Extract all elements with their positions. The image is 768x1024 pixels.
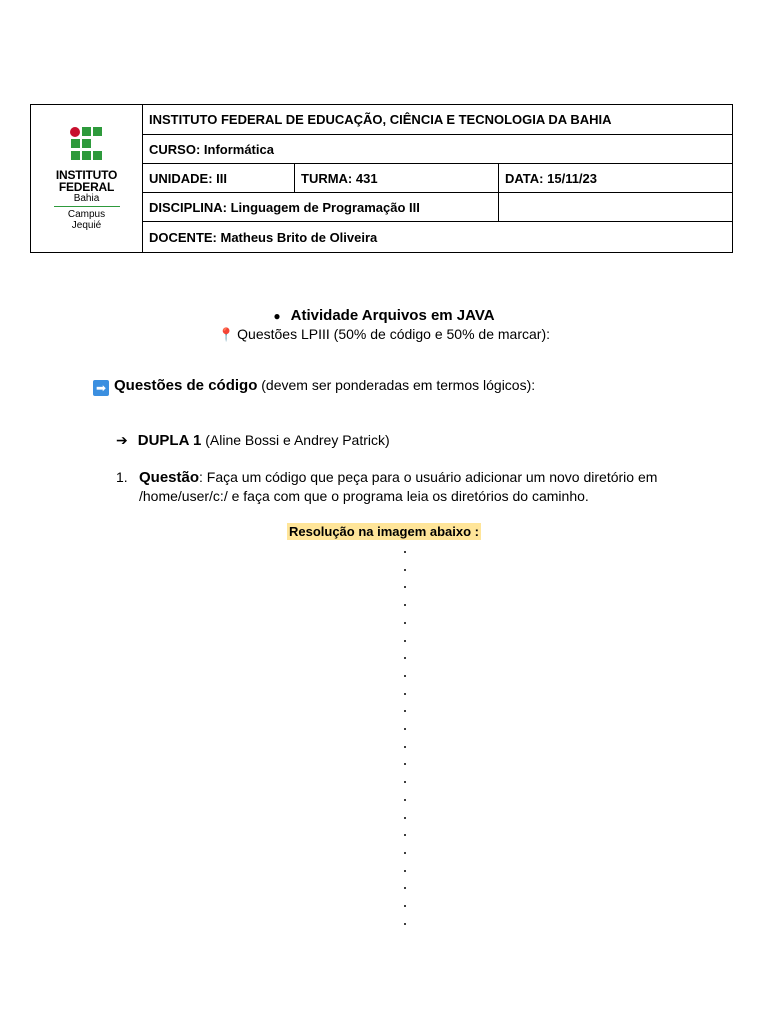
question-item	[116, 468, 676, 506]
dot	[404, 675, 406, 677]
header-table	[30, 104, 733, 253]
dot	[404, 781, 406, 783]
dot	[404, 710, 406, 712]
dot	[404, 569, 406, 571]
logo-line-5: Jequié	[71, 219, 102, 231]
dot	[404, 728, 406, 730]
question-label: Questão	[139, 469, 200, 486]
dot	[404, 746, 406, 748]
data-field: DATA: 15/11/23	[499, 164, 733, 193]
turma-field: TURMA: 431	[295, 164, 499, 193]
dupla-label: DUPLA 1	[137, 432, 202, 449]
logo-line-2: FEDERAL	[58, 179, 115, 194]
activity-title	[0, 307, 768, 324]
dot	[404, 799, 406, 801]
dot	[404, 693, 406, 695]
dupla-heading	[116, 432, 390, 449]
section-heading-rest: (devem ser ponderadas em termos lógicos):	[261, 377, 536, 393]
dot	[404, 551, 406, 553]
dot	[404, 870, 406, 872]
dot	[404, 640, 406, 642]
bullet-icon: ●	[273, 309, 281, 323]
dot	[404, 852, 406, 854]
dot	[404, 657, 406, 659]
resolution-highlight: Resolução na imagem abaixo :	[288, 524, 479, 539]
section-heading-bold: Questões de código	[114, 377, 258, 394]
unidade-field: UNIDADE: III	[143, 164, 295, 193]
dot	[404, 817, 406, 819]
question-number: 1.	[116, 469, 128, 485]
logo-line-3: Bahia	[73, 192, 100, 204]
question-body: : Faça um código que peça para o usuário adicionar um novo diretório em /home/user/c:/ e faça com que o programa leia os diretórios do caminho.	[139, 469, 658, 504]
logo-line-4: Campus	[67, 208, 106, 220]
question-text	[139, 468, 676, 506]
arrow-icon: ➔	[116, 432, 128, 448]
dot	[404, 622, 406, 624]
dot	[404, 604, 406, 606]
logo-cell	[31, 105, 143, 253]
curso-field: CURSO: Informática	[143, 135, 733, 164]
right-arrow-icon: ➡	[93, 380, 109, 396]
dot	[404, 834, 406, 836]
dot	[404, 905, 406, 907]
dot	[404, 586, 406, 588]
dot	[404, 763, 406, 765]
logo-line-1: INSTITUTO	[55, 167, 118, 182]
activity-title-text: Atividade Arquivos em JAVA	[290, 307, 495, 324]
activity-subtitle-text: Questões LPIII (50% de código e 50% de marcar):	[237, 326, 551, 342]
activity-subtitle	[0, 326, 768, 343]
dot	[404, 923, 406, 925]
disciplina-field: DISCIPLINA: Linguagem de Programação III	[143, 193, 499, 222]
if-logo-icon	[70, 127, 104, 163]
institution-name: INSTITUTO FEDERAL DE EDUCAÇÃO, CIÊNCIA E TECNOLOGIA DA BAHIA	[143, 105, 733, 135]
dot	[404, 887, 406, 889]
logo-divider	[54, 206, 120, 207]
institution-logo	[54, 127, 120, 231]
dupla-members: (Aline Bossi e Andrey Patrick)	[205, 432, 390, 448]
resolution-note	[0, 523, 768, 541]
section-heading	[93, 377, 535, 396]
empty-cell	[499, 193, 733, 222]
pin-icon: 📍	[217, 327, 235, 342]
docente-field: DOCENTE: Matheus Brito de Oliveira	[143, 222, 733, 253]
